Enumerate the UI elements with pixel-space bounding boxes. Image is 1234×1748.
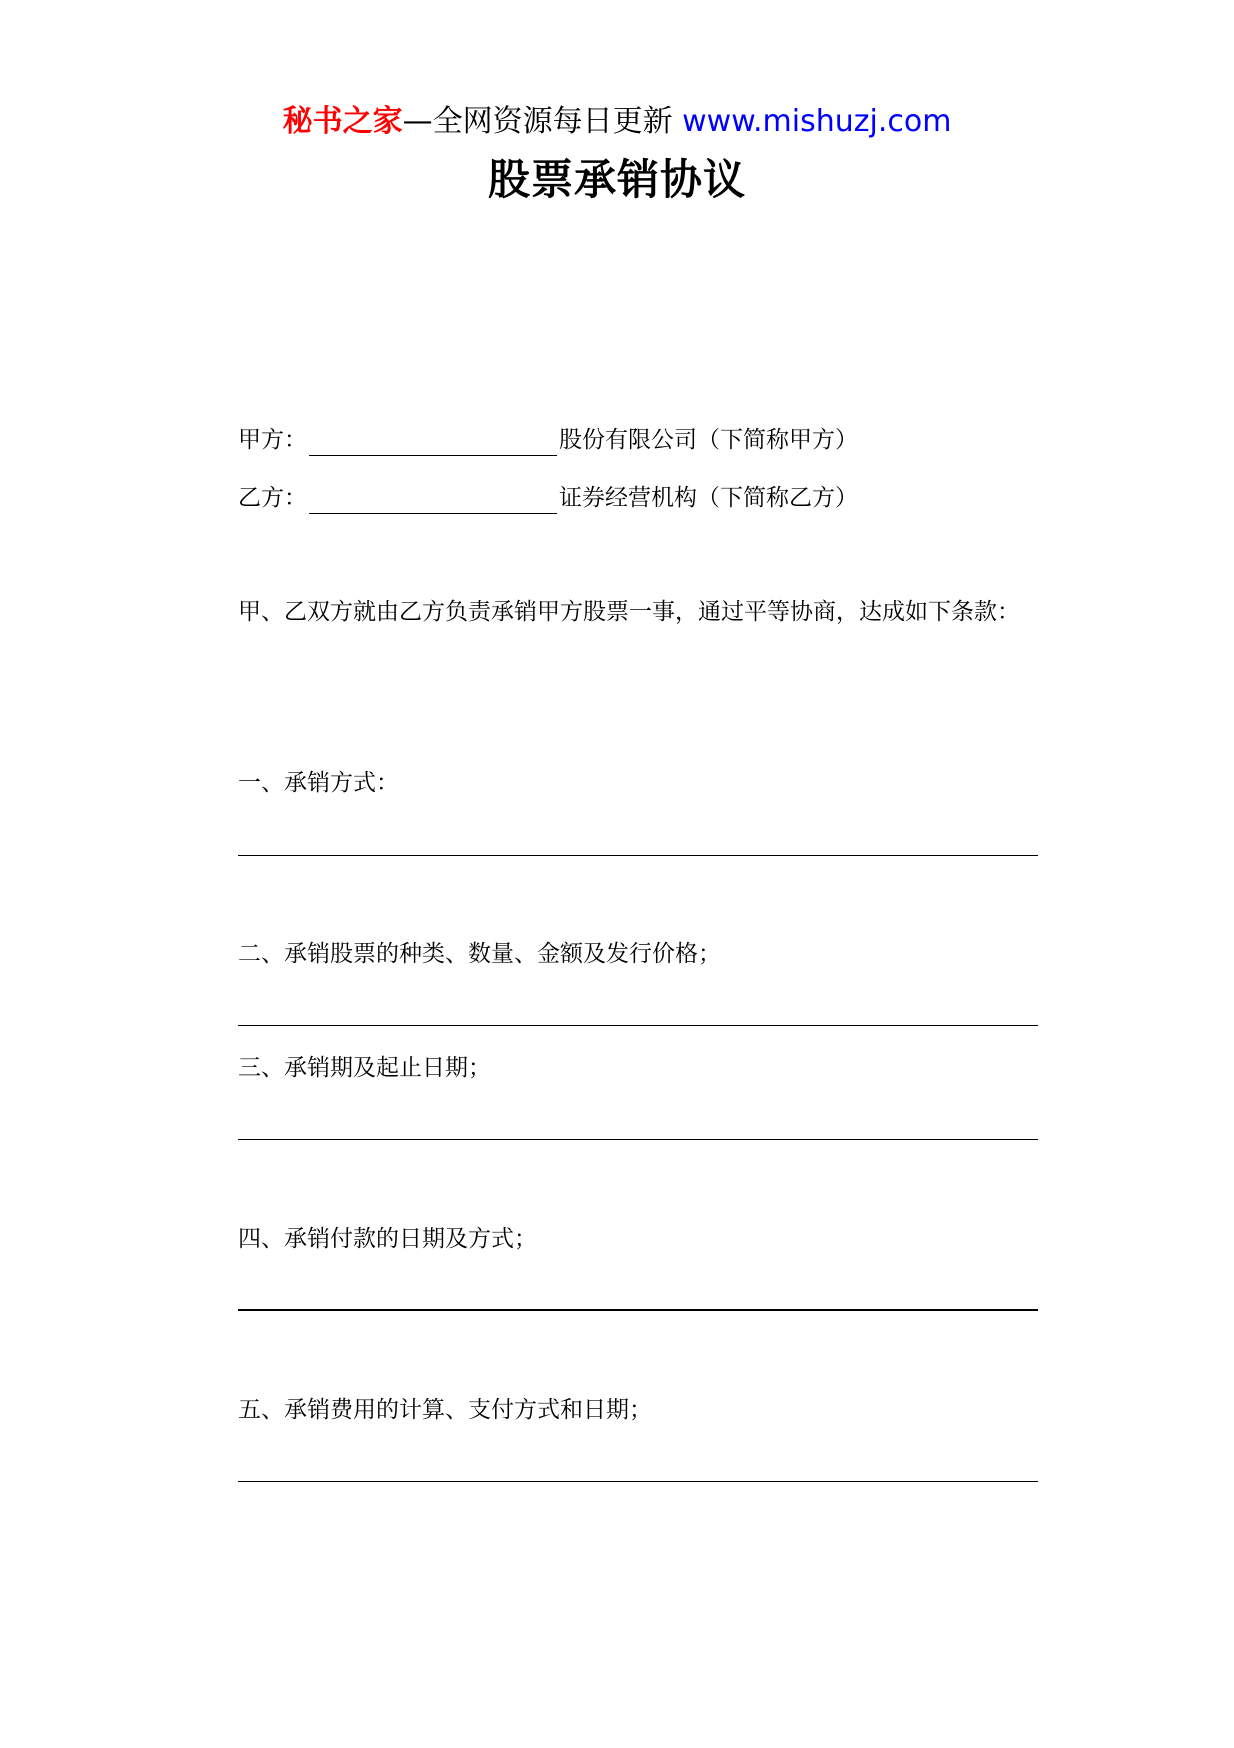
party-a-label: 甲方： xyxy=(238,427,307,453)
clause-1-fill-line xyxy=(238,855,1038,856)
clause-4-title: 四、承销付款的日期及方式； xyxy=(238,1226,537,1252)
party-b-line xyxy=(238,482,858,514)
site-tagline: —全网资源每日更新 xyxy=(402,104,683,139)
clause-3-fill-line xyxy=(238,1139,1038,1140)
party-a-blank xyxy=(309,429,557,456)
clause-2-title: 二、承销股票的种类、数量、金额及发行价格； xyxy=(238,941,721,967)
site-url-link[interactable]: www.mishuzj.com xyxy=(682,104,952,139)
clause-5-fill-line xyxy=(238,1481,1038,1482)
site-brand: 秘书之家 xyxy=(282,104,403,139)
site-header xyxy=(0,100,1234,144)
clause-2-fill-line xyxy=(238,1025,1038,1026)
clause-3-title: 三、承销期及起止日期； xyxy=(238,1055,491,1081)
party-b-blank xyxy=(309,487,557,514)
intro-paragraph: 甲、乙双方就由乙方负责承销甲方股票一事，通过平等协商，达成如下条款： xyxy=(238,599,1020,625)
document-title: 股票承销协议 xyxy=(487,155,746,204)
party-b-label: 乙方： xyxy=(238,485,307,511)
clause-5-title: 五、承销费用的计算、支付方式和日期； xyxy=(238,1397,652,1423)
party-a-line xyxy=(238,424,858,456)
clause-4-fill-line xyxy=(238,1309,1038,1311)
clause-1-title: 一、承销方式： xyxy=(238,770,399,796)
party-b-suffix: 证券经营机构（下简称乙方） xyxy=(559,485,858,511)
party-a-suffix: 股份有限公司（下简称甲方） xyxy=(559,427,858,453)
